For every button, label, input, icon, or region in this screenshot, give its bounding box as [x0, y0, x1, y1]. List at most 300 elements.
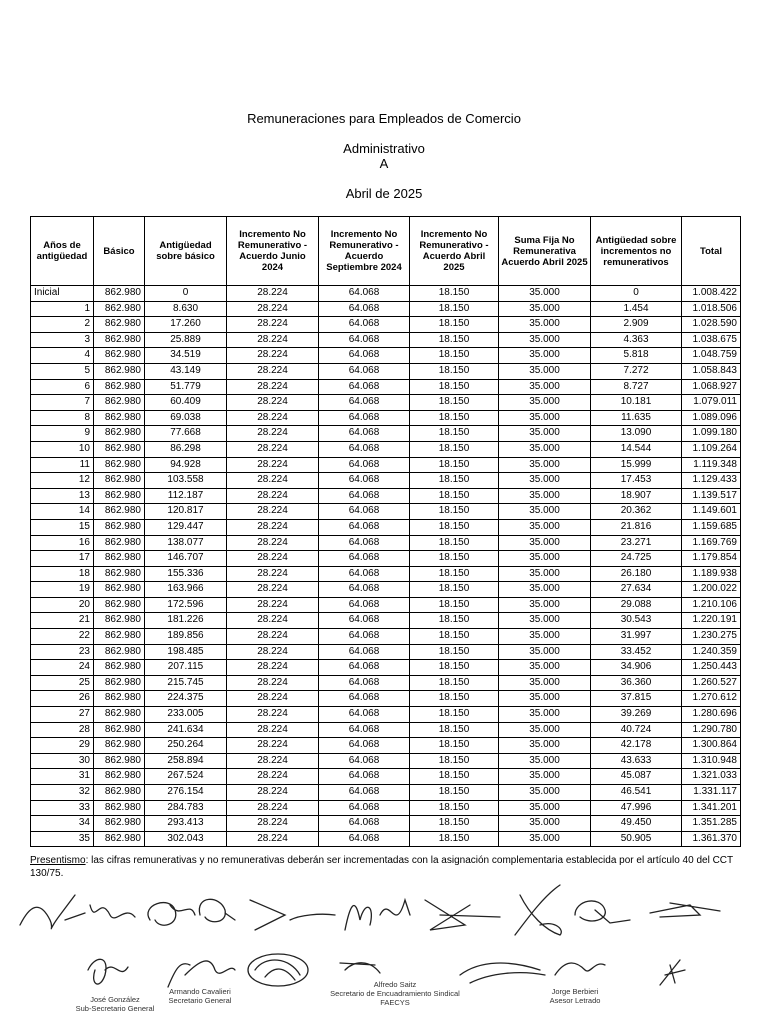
cell-incremento-abril: 18.150: [410, 816, 499, 832]
cell-basico: 862.980: [94, 473, 145, 489]
cell-incremento-abril: 18.150: [410, 707, 499, 723]
cell-basico: 862.980: [94, 395, 145, 411]
cell-total: 1.351.285: [682, 816, 741, 832]
cell-basico: 862.980: [94, 675, 145, 691]
cell-antiguedad-basico: 25.889: [145, 332, 227, 348]
cell-antiguedad-basico: 267.524: [145, 769, 227, 785]
cell-incremento-junio: 28.224: [227, 769, 319, 785]
cell-suma-fija: 35.000: [499, 566, 591, 582]
cell-incremento-septiembre: 64.068: [319, 707, 410, 723]
cell-incremento-septiembre: 64.068: [319, 363, 410, 379]
cell-antiguedad-incrementos: 29.088: [591, 597, 682, 613]
cell-incremento-junio: 28.224: [227, 629, 319, 645]
cell-antiguedad-basico: 34.519: [145, 348, 227, 364]
cell-antiguedad-basico: 163.966: [145, 582, 227, 598]
table-row: [31, 519, 741, 535]
cell-suma-fija: 35.000: [499, 800, 591, 816]
table-row: [31, 426, 741, 442]
presentismo-label: Presentismo: [30, 855, 86, 866]
cell-antiguedad: 20: [31, 597, 94, 613]
cell-total: 1.310.948: [682, 753, 741, 769]
cell-incremento-abril: 18.150: [410, 395, 499, 411]
cell-antiguedad: 22: [31, 629, 94, 645]
cell-incremento-junio: 28.224: [227, 675, 319, 691]
cell-incremento-junio: 28.224: [227, 504, 319, 520]
cell-incremento-abril: 18.150: [410, 519, 499, 535]
cell-incremento-abril: 18.150: [410, 301, 499, 317]
cell-basico: 862.980: [94, 566, 145, 582]
cell-basico: 862.980: [94, 410, 145, 426]
table-row: [31, 738, 741, 754]
cell-incremento-abril: 18.150: [410, 785, 499, 801]
cell-antiguedad: 32: [31, 785, 94, 801]
cell-incremento-septiembre: 64.068: [319, 332, 410, 348]
cell-incremento-septiembre: 64.068: [319, 410, 410, 426]
cell-total: 1.179.854: [682, 551, 741, 567]
cell-incremento-abril: 18.150: [410, 800, 499, 816]
cell-incremento-septiembre: 64.068: [319, 691, 410, 707]
cell-incremento-junio: 28.224: [227, 332, 319, 348]
cell-incremento-abril: 18.150: [410, 317, 499, 333]
cell-suma-fija: 35.000: [499, 379, 591, 395]
table-row: [31, 504, 741, 520]
cell-antiguedad-incrementos: 40.724: [591, 722, 682, 738]
cell-total: 1.159.685: [682, 519, 741, 535]
cell-antiguedad-incrementos: 8.727: [591, 379, 682, 395]
cell-antiguedad-incrementos: 17.453: [591, 473, 682, 489]
cell-antiguedad: 25: [31, 675, 94, 691]
cell-antiguedad: 34: [31, 816, 94, 832]
cell-antiguedad: 3: [31, 332, 94, 348]
cell-basico: 862.980: [94, 722, 145, 738]
cell-suma-fija: 35.000: [499, 691, 591, 707]
cell-basico: 862.980: [94, 441, 145, 457]
cell-suma-fija: 35.000: [499, 488, 591, 504]
cell-antiguedad-incrementos: 10.181: [591, 395, 682, 411]
table-row: [31, 348, 741, 364]
cell-antiguedad-incrementos: 27.634: [591, 582, 682, 598]
cell-suma-fija: 35.000: [499, 332, 591, 348]
cell-incremento-junio: 28.224: [227, 317, 319, 333]
cell-antiguedad-incrementos: 20.362: [591, 504, 682, 520]
cell-antiguedad-basico: 293.413: [145, 816, 227, 832]
cell-total: 1.068.927: [682, 379, 741, 395]
cell-basico: 862.980: [94, 629, 145, 645]
cell-incremento-junio: 28.224: [227, 488, 319, 504]
table-row: [31, 831, 741, 847]
col-header-basico: Básico: [94, 217, 145, 286]
cell-incremento-septiembre: 64.068: [319, 597, 410, 613]
cell-antiguedad: 17: [31, 551, 94, 567]
cell-total: 1.099.180: [682, 426, 741, 442]
cell-basico: 862.980: [94, 753, 145, 769]
cell-incremento-junio: 28.224: [227, 363, 319, 379]
table-row: [31, 332, 741, 348]
signature-area: [0, 875, 768, 1024]
cell-total: 1.260.527: [682, 675, 741, 691]
cell-total: 1.089.096: [682, 410, 741, 426]
cell-incremento-septiembre: 64.068: [319, 395, 410, 411]
cell-suma-fija: 35.000: [499, 769, 591, 785]
cell-incremento-septiembre: 64.068: [319, 769, 410, 785]
cell-antiguedad-incrementos: 23.271: [591, 535, 682, 551]
cell-incremento-abril: 18.150: [410, 691, 499, 707]
cell-total: 1.290.780: [682, 722, 741, 738]
cell-basico: 862.980: [94, 348, 145, 364]
cell-incremento-junio: 28.224: [227, 379, 319, 395]
table-row: [31, 769, 741, 785]
cell-antiguedad: 4: [31, 348, 94, 364]
cell-incremento-junio: 28.224: [227, 785, 319, 801]
cell-incremento-abril: 18.150: [410, 410, 499, 426]
cell-antiguedad: 26: [31, 691, 94, 707]
cell-total: 1.321.033: [682, 769, 741, 785]
cell-suma-fija: 35.000: [499, 785, 591, 801]
cell-antiguedad: 30: [31, 753, 94, 769]
col-header-incremento-junio: Incremento No Remunerativo - Acuerdo Junio 2024: [227, 217, 319, 286]
cell-basico: 862.980: [94, 582, 145, 598]
cell-total: 1.341.201: [682, 800, 741, 816]
cell-incremento-junio: 28.224: [227, 301, 319, 317]
cell-incremento-septiembre: 64.068: [319, 473, 410, 489]
cell-incremento-junio: 28.224: [227, 831, 319, 847]
cell-suma-fija: 35.000: [499, 831, 591, 847]
cell-total: 1.028.590: [682, 317, 741, 333]
cell-incremento-abril: 18.150: [410, 613, 499, 629]
cell-incremento-septiembre: 64.068: [319, 675, 410, 691]
cell-antiguedad-basico: 138.077: [145, 535, 227, 551]
cell-incremento-septiembre: 64.068: [319, 753, 410, 769]
cell-total: 1.270.612: [682, 691, 741, 707]
cell-antiguedad: 12: [31, 473, 94, 489]
cell-total: 1.300.864: [682, 738, 741, 754]
cell-basico: 862.980: [94, 691, 145, 707]
cell-antiguedad-basico: 302.043: [145, 831, 227, 847]
cell-antiguedad: 18: [31, 566, 94, 582]
signature-name-saitz: Alfredo Saitz Secretario de Encuadramiento Sindical FAECYS: [330, 980, 460, 1007]
cell-antiguedad: 35: [31, 831, 94, 847]
cell-basico: 862.980: [94, 707, 145, 723]
cell-total: 1.048.759: [682, 348, 741, 364]
cell-total: 1.280.696: [682, 707, 741, 723]
cell-incremento-septiembre: 64.068: [319, 457, 410, 473]
table-row: [31, 551, 741, 567]
cell-incremento-abril: 18.150: [410, 348, 499, 364]
document-title: Remuneraciones para Empleados de Comercio: [247, 111, 521, 126]
cell-antiguedad-basico: 181.226: [145, 613, 227, 629]
cell-incremento-septiembre: 64.068: [319, 613, 410, 629]
cell-antiguedad: 31: [31, 769, 94, 785]
cell-basico: 862.980: [94, 317, 145, 333]
cell-antiguedad-basico: 69.038: [145, 410, 227, 426]
cell-antiguedad-basico: 60.409: [145, 395, 227, 411]
cell-antiguedad: 7: [31, 395, 94, 411]
cell-total: 1.250.443: [682, 660, 741, 676]
cell-incremento-junio: 28.224: [227, 660, 319, 676]
cell-suma-fija: 35.000: [499, 644, 591, 660]
cell-antiguedad-basico: 146.707: [145, 551, 227, 567]
cell-antiguedad-incrementos: 26.180: [591, 566, 682, 582]
cell-incremento-abril: 18.150: [410, 738, 499, 754]
category-label: Administrativo: [343, 141, 425, 156]
cell-incremento-septiembre: 64.068: [319, 488, 410, 504]
cell-basico: 862.980: [94, 379, 145, 395]
cell-total: 1.058.843: [682, 363, 741, 379]
cell-antiguedad-incrementos: 37.815: [591, 691, 682, 707]
cell-basico: 862.980: [94, 519, 145, 535]
cell-incremento-septiembre: 64.068: [319, 785, 410, 801]
table-row: [31, 286, 741, 302]
cell-suma-fija: 35.000: [499, 363, 591, 379]
cell-suma-fija: 35.000: [499, 629, 591, 645]
cell-basico: 862.980: [94, 426, 145, 442]
table-row: [31, 301, 741, 317]
cell-antiguedad: 8: [31, 410, 94, 426]
cell-antiguedad: 33: [31, 800, 94, 816]
table-row: [31, 395, 741, 411]
table-header-row: [31, 217, 741, 286]
cell-antiguedad-incrementos: 13.090: [591, 426, 682, 442]
cell-antiguedad-basico: 155.336: [145, 566, 227, 582]
cell-incremento-septiembre: 64.068: [319, 551, 410, 567]
cell-total: 1.018.506: [682, 301, 741, 317]
cell-incremento-septiembre: 64.068: [319, 582, 410, 598]
cell-incremento-junio: 28.224: [227, 644, 319, 660]
cell-incremento-septiembre: 64.068: [319, 831, 410, 847]
signature-name-gonzalez: José González Sub-Secretario General: [75, 995, 155, 1013]
cell-incremento-septiembre: 64.068: [319, 644, 410, 660]
cell-incremento-abril: 18.150: [410, 488, 499, 504]
cell-antiguedad-incrementos: 46.541: [591, 785, 682, 801]
cell-incremento-abril: 18.150: [410, 535, 499, 551]
table-row: [31, 597, 741, 613]
cell-basico: 862.980: [94, 457, 145, 473]
cell-total: 1.200.022: [682, 582, 741, 598]
cell-suma-fija: 35.000: [499, 597, 591, 613]
cell-total: 1.149.601: [682, 504, 741, 520]
cell-antiguedad-basico: 8.630: [145, 301, 227, 317]
cell-antiguedad-basico: 51.779: [145, 379, 227, 395]
cell-incremento-septiembre: 64.068: [319, 426, 410, 442]
table-row: [31, 753, 741, 769]
cell-antiguedad-basico: 258.894: [145, 753, 227, 769]
cell-antiguedad: 11: [31, 457, 94, 473]
cell-incremento-junio: 28.224: [227, 441, 319, 457]
table-row: [31, 660, 741, 676]
cell-incremento-abril: 18.150: [410, 566, 499, 582]
cell-antiguedad: 5: [31, 363, 94, 379]
cell-incremento-abril: 18.150: [410, 722, 499, 738]
cell-antiguedad-incrementos: 49.450: [591, 816, 682, 832]
cell-antiguedad-incrementos: 1.454: [591, 301, 682, 317]
cell-basico: 862.980: [94, 363, 145, 379]
cell-incremento-abril: 18.150: [410, 597, 499, 613]
cell-basico: 862.980: [94, 769, 145, 785]
cell-antiguedad: 27: [31, 707, 94, 723]
cell-incremento-abril: 18.150: [410, 831, 499, 847]
cell-suma-fija: 35.000: [499, 535, 591, 551]
table-row: [31, 441, 741, 457]
cell-antiguedad-incrementos: 31.997: [591, 629, 682, 645]
salary-table: [30, 216, 741, 847]
cell-incremento-septiembre: 64.068: [319, 301, 410, 317]
cell-incremento-junio: 28.224: [227, 286, 319, 302]
cell-antiguedad: 28: [31, 722, 94, 738]
cell-total: 1.220.191: [682, 613, 741, 629]
cell-incremento-abril: 18.150: [410, 379, 499, 395]
cell-antiguedad-basico: 207.115: [145, 660, 227, 676]
cell-basico: 862.980: [94, 738, 145, 754]
table-row: [31, 457, 741, 473]
cell-antiguedad-incrementos: 30.543: [591, 613, 682, 629]
cell-incremento-abril: 18.150: [410, 332, 499, 348]
cell-antiguedad-incrementos: 36.360: [591, 675, 682, 691]
cell-basico: 862.980: [94, 785, 145, 801]
table-row: [31, 410, 741, 426]
cell-antiguedad-basico: 112.187: [145, 488, 227, 504]
cell-incremento-abril: 18.150: [410, 504, 499, 520]
cell-basico: 862.980: [94, 816, 145, 832]
cell-basico: 862.980: [94, 660, 145, 676]
cell-total: 1.210.106: [682, 597, 741, 613]
cell-incremento-abril: 18.150: [410, 769, 499, 785]
signature-name-berbieri: Jorge Berbieri Asesor Letrado: [549, 987, 601, 1005]
cell-antiguedad-basico: 129.447: [145, 519, 227, 535]
table-row: [31, 644, 741, 660]
cell-incremento-junio: 28.224: [227, 691, 319, 707]
table-row: [31, 707, 741, 723]
cell-basico: 862.980: [94, 488, 145, 504]
cell-basico: 862.980: [94, 286, 145, 302]
cell-incremento-junio: 28.224: [227, 473, 319, 489]
cell-antiguedad: 2: [31, 317, 94, 333]
cell-incremento-junio: 28.224: [227, 410, 319, 426]
cell-basico: 862.980: [94, 535, 145, 551]
cell-antiguedad: 1: [31, 301, 94, 317]
cell-suma-fija: 35.000: [499, 301, 591, 317]
cell-incremento-junio: 28.224: [227, 800, 319, 816]
cell-incremento-junio: 28.224: [227, 535, 319, 551]
cell-antiguedad-basico: 215.745: [145, 675, 227, 691]
cell-total: 1.361.370: [682, 831, 741, 847]
cell-antiguedad-incrementos: 0: [591, 286, 682, 302]
cell-incremento-septiembre: 64.068: [319, 816, 410, 832]
table-row: [31, 535, 741, 551]
cell-suma-fija: 35.000: [499, 519, 591, 535]
cell-incremento-abril: 18.150: [410, 363, 499, 379]
cell-antiguedad: 9: [31, 426, 94, 442]
table-row: [31, 785, 741, 801]
cell-incremento-junio: 28.224: [227, 395, 319, 411]
cell-total: 1.189.938: [682, 566, 741, 582]
cell-antiguedad-incrementos: 18.907: [591, 488, 682, 504]
cell-incremento-abril: 18.150: [410, 551, 499, 567]
cell-antiguedad: 6: [31, 379, 94, 395]
cell-suma-fija: 35.000: [499, 613, 591, 629]
cell-suma-fija: 35.000: [499, 473, 591, 489]
cell-incremento-junio: 28.224: [227, 613, 319, 629]
cell-total: 1.119.348: [682, 457, 741, 473]
cell-total: 1.129.433: [682, 473, 741, 489]
cell-antiguedad: 29: [31, 738, 94, 754]
cell-incremento-junio: 28.224: [227, 519, 319, 535]
cell-suma-fija: 35.000: [499, 738, 591, 754]
cell-incremento-junio: 28.224: [227, 707, 319, 723]
cell-incremento-septiembre: 64.068: [319, 441, 410, 457]
table-row: [31, 816, 741, 832]
cell-incremento-septiembre: 64.068: [319, 629, 410, 645]
cell-basico: 862.980: [94, 800, 145, 816]
cell-incremento-junio: 28.224: [227, 348, 319, 364]
cell-antiguedad-incrementos: 50.905: [591, 831, 682, 847]
col-header-incremento-abril: Incremento No Remunerativo - Acuerdo Abril 2025: [410, 217, 499, 286]
cell-incremento-junio: 28.224: [227, 426, 319, 442]
cell-suma-fija: 35.000: [499, 722, 591, 738]
cell-antiguedad: 15: [31, 519, 94, 535]
cell-incremento-junio: 28.224: [227, 566, 319, 582]
cell-incremento-abril: 18.150: [410, 473, 499, 489]
cell-total: 1.038.675: [682, 332, 741, 348]
cell-total: 1.331.117: [682, 785, 741, 801]
cell-incremento-abril: 18.150: [410, 582, 499, 598]
table-row: [31, 613, 741, 629]
cell-basico: 862.980: [94, 551, 145, 567]
cell-antiguedad-basico: 0: [145, 286, 227, 302]
cell-incremento-abril: 18.150: [410, 753, 499, 769]
cell-incremento-abril: 18.150: [410, 457, 499, 473]
table-row: [31, 800, 741, 816]
cell-incremento-septiembre: 64.068: [319, 519, 410, 535]
date-label: Abril de 2025: [345, 186, 423, 201]
cell-antiguedad-basico: 77.668: [145, 426, 227, 442]
cell-antiguedad-basico: 17.260: [145, 317, 227, 333]
cell-basico: 862.980: [94, 613, 145, 629]
cell-incremento-septiembre: 64.068: [319, 286, 410, 302]
cell-antiguedad: 24: [31, 660, 94, 676]
cell-incremento-abril: 18.150: [410, 629, 499, 645]
table-row: [31, 722, 741, 738]
cell-suma-fija: 35.000: [499, 426, 591, 442]
cell-incremento-septiembre: 64.068: [319, 660, 410, 676]
cell-incremento-septiembre: 64.068: [319, 800, 410, 816]
cell-total: 1.240.359: [682, 644, 741, 660]
cell-antiguedad-incrementos: 34.906: [591, 660, 682, 676]
cell-antiguedad-incrementos: 47.996: [591, 800, 682, 816]
table-row: [31, 691, 741, 707]
cell-antiguedad-basico: 250.264: [145, 738, 227, 754]
cell-incremento-septiembre: 64.068: [319, 504, 410, 520]
cell-suma-fija: 35.000: [499, 410, 591, 426]
cell-antiguedad-basico: 224.375: [145, 691, 227, 707]
col-header-incremento-septiembre: Incremento No Remunerativo - Acuerdo Septiembre 2024: [319, 217, 410, 286]
presentismo-text: : las cifras remunerativas y no remunerativas deberán ser incrementadas con la asignación complementaria establecida por el artículo 40 del CCT 130/75.: [30, 855, 733, 879]
cell-antiguedad-incrementos: 24.725: [591, 551, 682, 567]
cell-suma-fija: 35.000: [499, 753, 591, 769]
cell-antiguedad-incrementos: 4.363: [591, 332, 682, 348]
cell-antiguedad-incrementos: 42.178: [591, 738, 682, 754]
col-header-total: Total: [682, 217, 741, 286]
col-header-antiguedad-incrementos: Antigüedad sobre incrementos no remunerativos: [591, 217, 682, 286]
cell-antiguedad-incrementos: 33.452: [591, 644, 682, 660]
signature-name-cavalieri: Armando Cavalieri Secretario General: [168, 987, 232, 1005]
cell-incremento-abril: 18.150: [410, 286, 499, 302]
cell-total: 1.230.275: [682, 629, 741, 645]
col-header-suma-fija: Suma Fija No Remunerativa Acuerdo Abril 2025: [499, 217, 591, 286]
cell-total: 1.079.011: [682, 395, 741, 411]
cell-total: 1.169.769: [682, 535, 741, 551]
cell-basico: 862.980: [94, 831, 145, 847]
cell-antiguedad-incrementos: 43.633: [591, 753, 682, 769]
